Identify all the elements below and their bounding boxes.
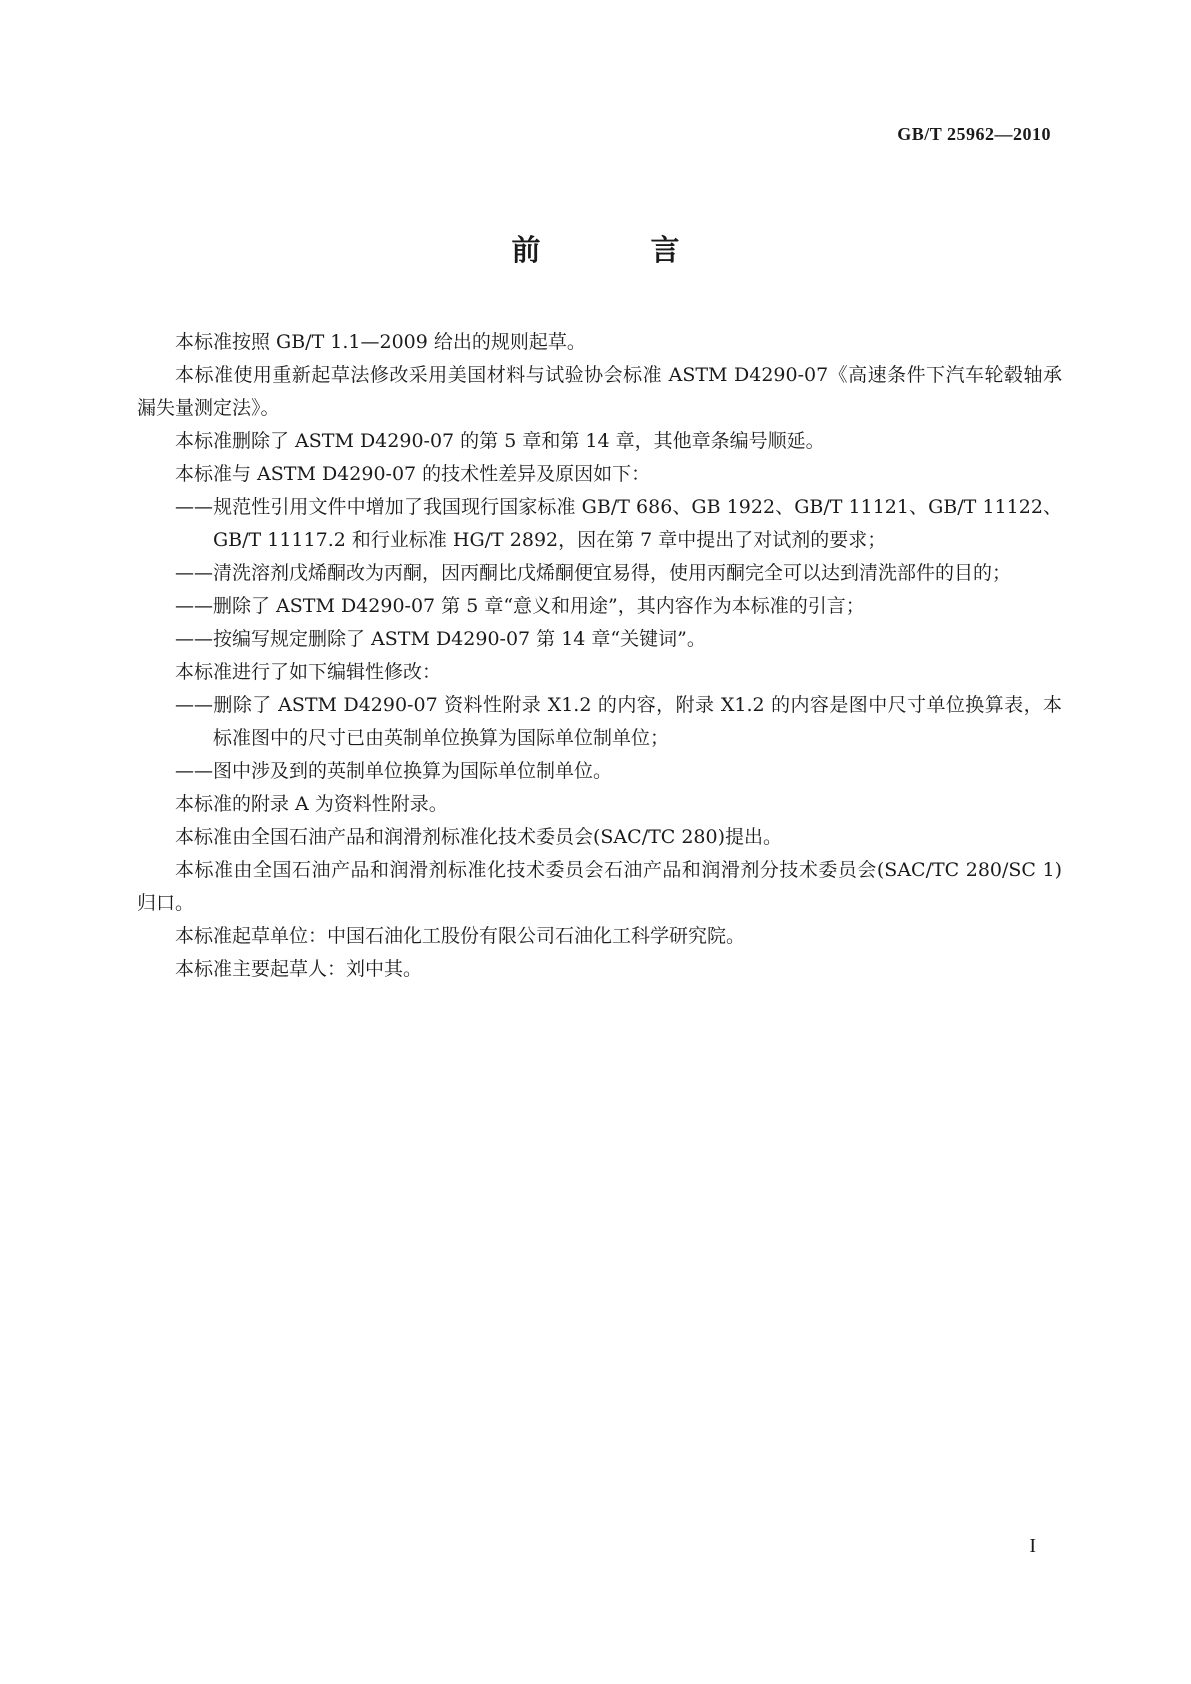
paragraph: 本标准删除了 ASTM D4290-07 的第 5 章和第 14 章，其他章条编号顺延。 [175, 430, 825, 452]
page-title: 前 言 [511, 233, 730, 267]
paragraph: 本标准起草单位：中国石油化工股份有限公司石油化工科学研究院。 [175, 925, 746, 947]
standard-number: GB/T 25962—2010 [897, 124, 1051, 144]
list-item: ——规范性引用文件中增加了我国现行国家标准 GB/T 686、GB 1922、GB/T 11121、GB/T 11122、GB/T 11117.2 和行业标准 HG/T 2892，因在第 7 章中提出了对试剂的要求； [175, 496, 1062, 551]
paragraph: 本标准的附录 A 为资料性附录。 [175, 793, 448, 815]
paragraph: 本标准使用重新起草法修改采用美国材料与试验协会标准 ASTM D4290-07《高速条件下汽车轮毂轴承漏失量测定法》。 [137, 364, 1062, 419]
list-item: ——清洗溶剂戊烯酮改为丙酮，因丙酮比戊烯酮便宜易得，使用丙酮完全可以达到清洗部件的目的； [175, 562, 1012, 584]
paragraph: 本标准按照 GB/T 1.1—2009 给出的规则起草。 [175, 331, 586, 353]
list-item: ——图中涉及到的英制单位换算为国际单位制单位。 [175, 760, 613, 782]
body-content [137, 326, 1062, 986]
paragraph: 本标准由全国石油产品和润滑剂标准化技术委员会(SAC/TC 280)提出。 [175, 826, 783, 848]
page-number: I [1029, 1535, 1036, 1557]
paragraph: 本标准由全国石油产品和润滑剂标准化技术委员会石油产品和润滑剂分技术委员会(SAC/TC 280/SC 1)归口。 [137, 859, 1062, 914]
list-item: ——删除了 ASTM D4290-07 第 5 章“意义和用途”，其内容作为本标准的引言； [175, 595, 865, 617]
list-item: ——删除了 ASTM D4290-07 资料性附录 X1.2 的内容，附录 X1.2 的内容是图中尺寸单位换算表，本标准图中的尺寸已由英制单位换算为国际单位制单位； [175, 694, 1062, 749]
paragraph: 本标准进行了如下编辑性修改： [175, 661, 442, 683]
list-item: ——按编写规定删除了 ASTM D4290-07 第 14 章“关键词”。 [175, 628, 706, 650]
paragraph: 本标准与 ASTM D4290-07 的技术性差异及原因如下： [175, 463, 651, 485]
paragraph: 本标准主要起草人：刘中其。 [175, 958, 423, 980]
